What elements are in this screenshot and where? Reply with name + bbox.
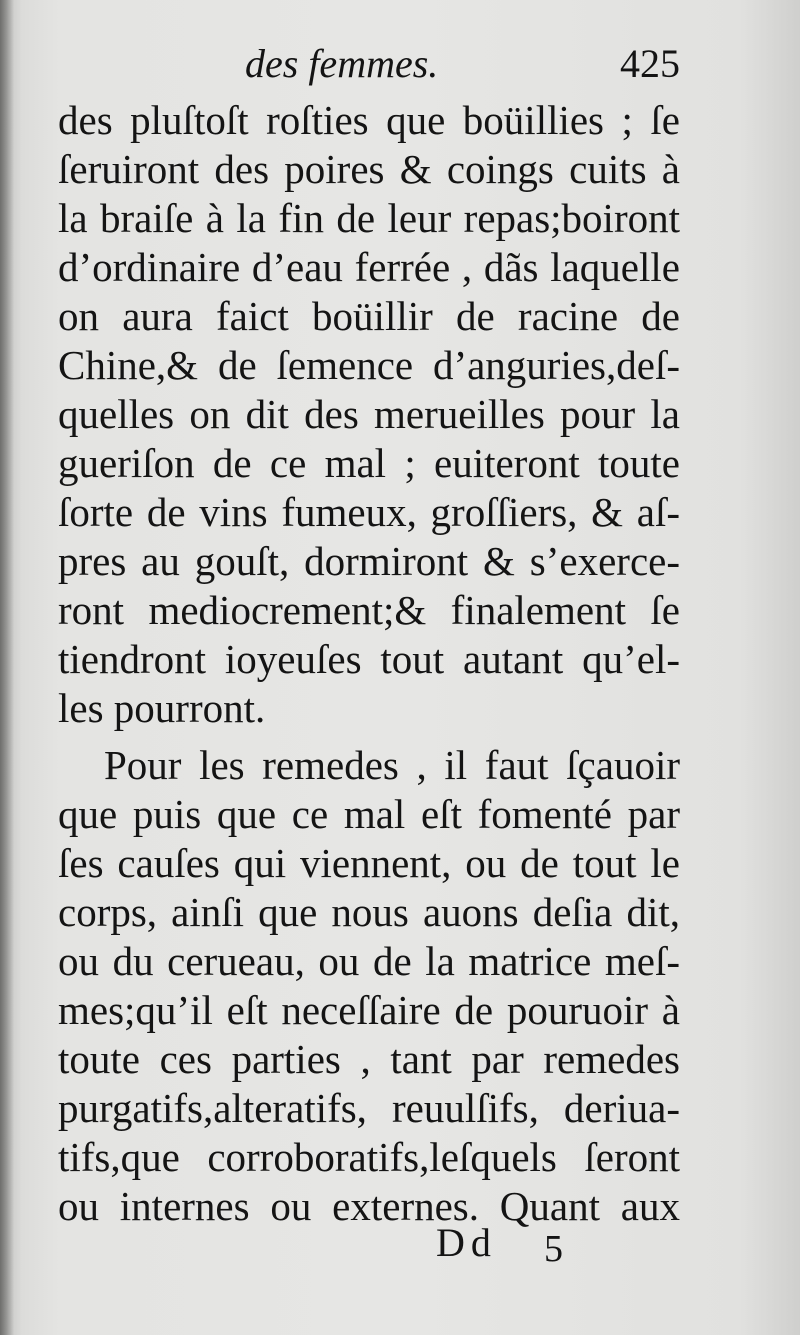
text-line: d’ordinaire d’eau ferrée , dãs laquelle	[58, 244, 680, 290]
binding-gutter-shadow	[0, 0, 14, 1335]
text-line: Chine,& de ſemence d’anguries,deſ-	[58, 342, 680, 388]
text-line: tiendront ioyeuſes tout autant qu’el-	[58, 636, 680, 682]
signature-number: 5	[544, 1228, 563, 1270]
text-line: purgatifs,alteratifs, reuulſifs, deriua-	[58, 1085, 680, 1131]
text-line: ſes cauſes qui viennent, ou de tout le	[58, 840, 680, 886]
text-line: ront mediocrement;& finalement ſe	[58, 587, 680, 633]
text-line: ſorte de vins fumeux, groſſiers, & aſ-	[58, 489, 680, 535]
paragraph-2	[58, 741, 680, 1231]
page-footer	[0, 1218, 800, 1268]
text-line: corps, ainſi que nous auons deſia dit,	[58, 889, 680, 935]
text-line: des pluſtoſt roſties que boüillies ; ſe	[58, 97, 680, 143]
text-line: pres au gouſt, dormiront & s’exerce-	[58, 538, 680, 584]
text-line: ſeruiront des poires & coings cuits à	[58, 146, 680, 192]
text-line: tifs,que corroboratifs,leſquels ſeront	[58, 1134, 680, 1180]
paragraph-1	[58, 96, 680, 733]
signature-mark: Dd	[436, 1220, 497, 1265]
text-line: les pourront.	[58, 685, 266, 731]
paragraph-gap	[58, 733, 680, 741]
running-head	[0, 38, 800, 90]
text-line: ou internes ou externes. Quant aux	[58, 1183, 680, 1229]
running-head-title: des femmes.	[245, 41, 439, 86]
text-line: que puis que ce mal eſt fomenté par	[58, 791, 680, 837]
page-number: 425	[620, 41, 680, 86]
text-line: quelles on dit des merueilles pour la	[58, 391, 680, 437]
text-line: gueriſon de ce mal ; euiteront toute	[58, 440, 680, 486]
text-line: on aura faict boüillir de racine de	[58, 293, 680, 339]
body-text	[58, 96, 680, 1231]
text-line: toute ces parties , tant par remedes	[58, 1036, 680, 1082]
text-line: ou du cerueau, ou de la matrice meſ-	[58, 938, 680, 984]
text-line: la braiſe à la fin de leur repas;boiront	[58, 195, 680, 241]
text-line: mes;qu’il eſt neceſſaire de pouruoir à	[58, 987, 680, 1033]
text-line: Pour les remedes , il faut ſçauoir	[104, 742, 680, 788]
